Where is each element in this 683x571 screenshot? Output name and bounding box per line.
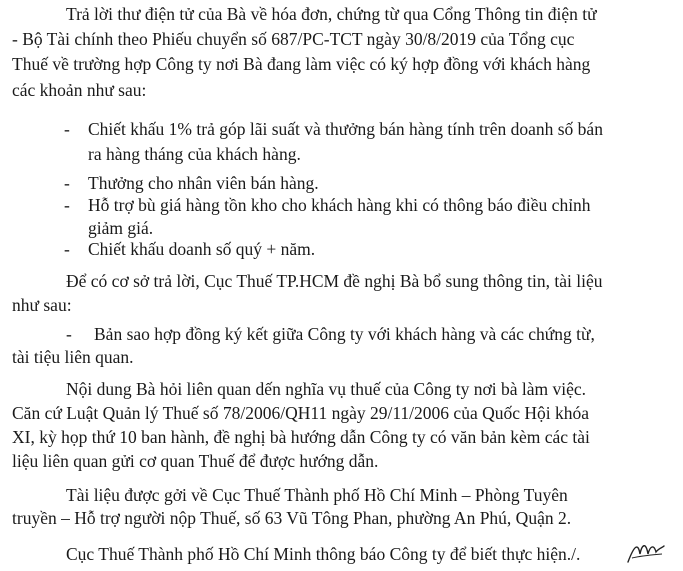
bullet-3-dash: - [64, 195, 70, 215]
p1-line-3: Thuế về trường hợp Công ty nơi Bà đang làm việc có ký hợp đồng với khách hàng [12, 54, 591, 74]
bullet2-line-1: Bản sao hợp đồng ký kết giữa Công ty với khách hàng và các chứng từ, [94, 324, 595, 344]
p4-line-1: Tài liệu được gởi về Cục Thuế Thành phố Hồ Chí Minh – Phòng Tuyên [66, 485, 568, 505]
p1-line-4: các khoản như sau: [12, 80, 147, 100]
bullet2-dash: - [66, 324, 72, 344]
signature-mark-icon [626, 536, 666, 566]
bullet-1-dash: - [64, 119, 70, 139]
p3-line-2: Căn cứ Luật Quản lý Thuế số 78/2006/QH11 ngày 29/11/2006 của Quốc Hội khóa [12, 403, 590, 423]
bullet-2-line-1: Thưởng cho nhân viên bán hàng. [88, 173, 319, 193]
bullet2-line-2: tài tiệu liên quan. [12, 347, 134, 367]
p2-line-1: Để có cơ sở trả lời, Cục Thuế TP.HCM đề nghị Bà bổ sung thông tin, tài liệu [66, 271, 603, 291]
bullet-4-line-1: Chiết khấu doanh số quý + năm. [88, 239, 316, 259]
p4-line-2: truyền – Hỗ trợ người nộp Thuế, số 63 Vũ Tông Phan, phường An Phú, Quận 2. [12, 508, 572, 528]
p1-line-2: - Bộ Tài chính theo Phiếu chuyển số 687/PC-TCT ngày 30/8/2019 của Tổng cục [12, 29, 575, 49]
bullet-4-dash: - [64, 239, 70, 259]
p3-line-1: Nội dung Bà hỏi liên quan dến nghĩa vụ thuế của Công ty nơi bà làm việc. [66, 379, 587, 399]
bullet-3-line-2: giảm giá. [88, 218, 154, 238]
bullet-3-line-1: Hỗ trợ bù giá hàng tồn kho cho khách hàng khi có thông báo điều chỉnh [88, 195, 591, 215]
p1-line-1: Trả lời thư điện tử của Bà về hóa đơn, chứng từ qua Cổng Thông tin điện tử [66, 4, 597, 24]
p3-line-4: liệu liên quan gửi cơ quan Thuế để được hướng dẫn. [12, 451, 379, 471]
bullet-2-dash: - [64, 173, 70, 193]
bullet-1-line-1: Chiết khấu 1% trả góp lãi suất và thưởng bán hàng tính trên doanh số bán [88, 119, 603, 139]
bullet-1-line-2: ra hàng tháng của khách hàng. [88, 144, 301, 164]
p5-line-1: Cục Thuế Thành phố Hồ Chí Minh thông báo Công ty để biết thực hiện./. [66, 544, 581, 564]
p2-line-2: như sau: [12, 295, 72, 315]
p3-line-3: XI, kỳ họp thứ 10 ban hành, đề nghị bà hướng dẫn Công ty có văn bản kèm các tài [12, 427, 590, 447]
